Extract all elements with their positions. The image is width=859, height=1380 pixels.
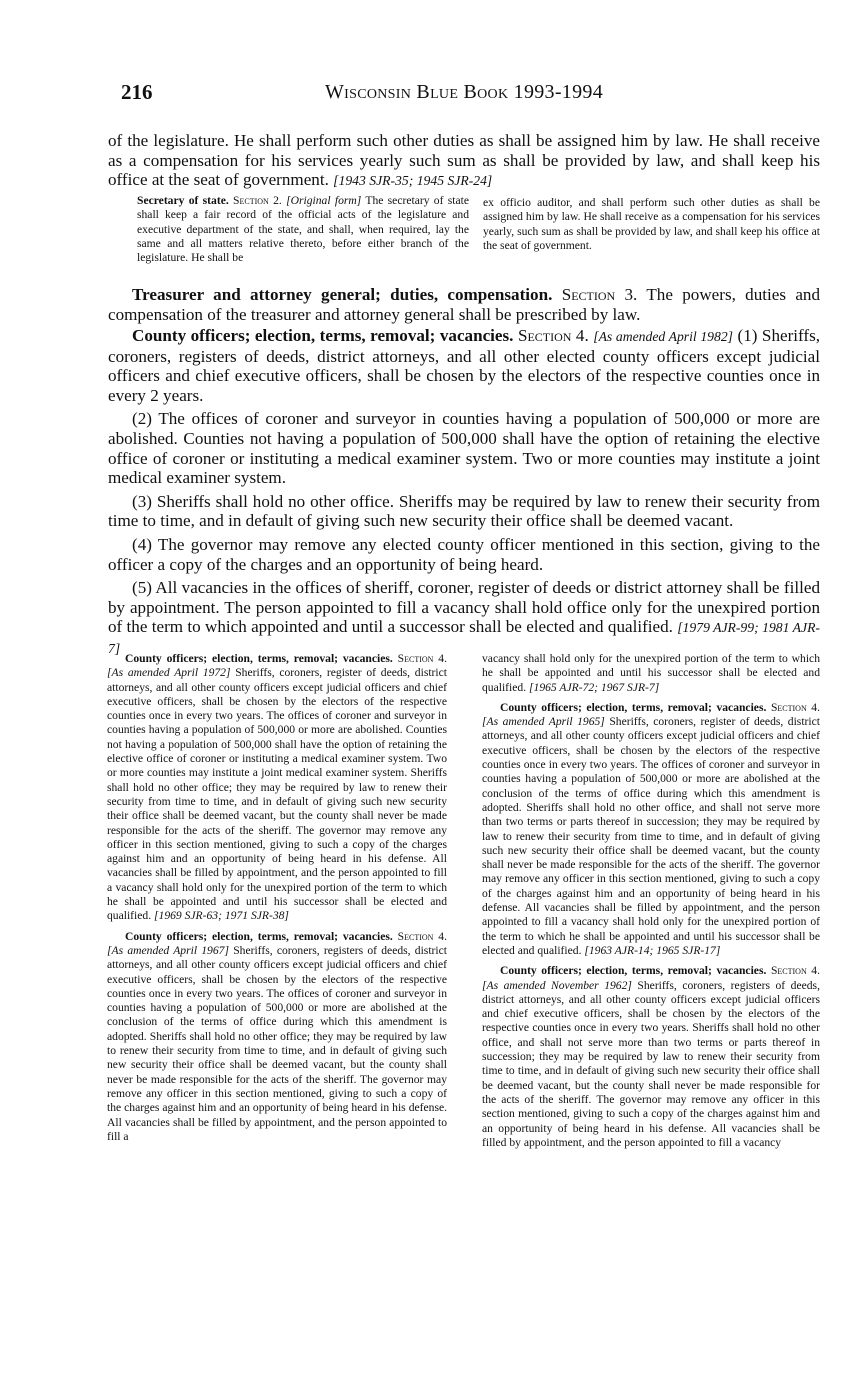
history-right-column [482,652,820,1150]
page-header [108,78,820,110]
history-1972 [107,652,447,924]
sec4-current-text [108,326,820,659]
sec4-citation: [1979 AJR-99; 1981 AJR-7] [108,620,820,656]
history-1962-amended: [As amended November 1962] [482,978,632,992]
history-left-column [107,652,447,1144]
sec3-heading: Treasurer and attorney general; duties, compensation. [132,285,553,304]
page-number: 216 [121,80,153,104]
intro-text: of the legislature. He shall perform such other duties as shall be assigned him by law. He shall receive as a compensation for his services yearly such sum as shall be provided by law, and shall keep his office at the seat of government. [108,131,820,190]
sec2-left-column [137,194,469,265]
history-1965 [482,701,820,958]
history-1965-amended: [As amended April 1965] [482,715,605,729]
history-1967-continued-text: vacancy shall hold only for the unexpired portion of the term to which he shall be appointed and until his successor shall be elected and qualified. [482,652,820,694]
history-1962 [482,964,820,1150]
sec2-right-text: ex officio auditor, and shall perform such other duties as shall be assigned him by law. He shall receive as a compensation for his services yearly, such sum as shall be provided by law, and shall keep his office at the seat of government. [483,196,820,252]
history-1972-heading: County officers; election, terms, removal; vacancies. [125,652,393,665]
history-1967-citation: [1965 AJR-72; 1967 SJR-7] [529,680,660,694]
history-1962-heading: County officers; election, terms, removal; vacancies. [500,964,767,978]
sec4-subsection-4: (4) The governor may remove any elected county officer mentioned in this section, giving to the officer a copy of the charges and an opportunity of being heard. [108,534,820,574]
history-1972-section-label: Section 4. [397,652,447,665]
history-1972-amended: [As amended April 1972] [107,666,231,680]
intro-citation: [1943 SJR-35; 1945 SJR-24] [333,173,493,189]
sec4-section-label: Section 4. [517,326,589,345]
sec2-heading: Secretary of state. [137,194,229,207]
history-1965-citation: [1963 AJR-14; 1965 SJR-17] [584,943,721,957]
history-1965-section-label: Section 4. [770,700,820,714]
sec3-text: The powers, duties and compensation of the treasurer and attorney general shall be prescribed by law. [108,285,821,324]
sec4-heading: County officers; election, terms, removal; vacancies. [132,326,514,345]
sec2-section-label: Section 2. [233,194,282,207]
sec2-left-text: The secretary of state shall keep a fair record of the official acts of the legislature and executive department of the state, and shall, when required, lay the same and all matters relative thereto, before either branch of the legislature. He shall be [137,194,469,265]
running-head: Wisconsin Blue Book 1993-1994 [324,81,604,103]
history-1962-text: Sheriffs, coroners, registers of deeds, district attorneys, and all other county officers except judicial officers and chief executive officers, shall be chosen by the electors of the respective counties once in every two years. Sheriffs shall hold no other office, and shall not serve more than two terms or parts thereof in succession; they may be required by law to renew their security from time to time, and in default of giving such new security their office shall be deemed vacant, but the county shall never be made responsible for the acts of the sheriff. The governor may remove any officer in this section mentioned, giving to such a copy of the charges against him and an opportunity of being heard in his defense. All vacancies shall be filled by appointment, and the person appointed to fill a vacancy [482,978,820,1149]
sec3-section-label: Section 3. [561,285,638,304]
sec3-paragraph [108,281,820,324]
intro-paragraph [108,131,820,191]
sec2-form-note: [Original form] [286,194,362,207]
history-1967-heading: County officers; election, terms, removal; vacancies. [125,929,393,943]
history-1967-section-label: Section 4. [397,929,447,943]
history-1965-text: Sheriffs, coroners, register of deeds, district attorneys, and all other county officers except judicial officers and chief executive officers, shall be chosen by the electors of the respective counties once in every two years. The offices of coroner and surveyor in counties having a population of 500,000 or more are abolished at the conclusion of the terms of office during which this amendment is adopted. Sheriffs shall hold no other office, and shall not serve more than two terms or parts thereof in succession; they may be required by law to renew their security from time to time, and in default of giving such new security their office shall be deemed vacant, but the county shall never be made responsible for the acts of the sheriff. The governor may remove any officer in this section mentioned, giving to such a copy of the charges against him and an opportunity of being heard in his defense. All vacancies shall be filled by appointment, and the person appointed to fill a vacancy shall hold only for the unexpired portion of the term to which he shall be appointed and until his successor shall be elected and qualified. [482,715,820,957]
history-1962-section-label: Section 4. [770,964,820,978]
sec4-subsection-2: (2) The offices of coroner and surveyor in counties having a population of 500,000 or more are abolished. Counties not having a population of 500,000 shall have the option of retaining the elective office of coroner or instituting a medical examiner system. Two or more counties may institute a joint medical examiner system. [108,409,820,488]
sec4-subsection-1: (1) Sheriffs, coroners, registers of deeds, district attorneys, and all other elected county officers except judicial officers and chief executive officers, shall be chosen by the electors of the respective counties once in every 2 years. [108,326,821,405]
history-1967-continued [482,652,820,695]
history-1967-text: Sheriffs, coroners, registers of deeds, district attorneys, and all other county officers except judicial officers and chief executive officers, shall be chosen by the electors of the respective counties once in every two years. The offices of coroner and surveyor in counties having a population of 500,000 or more are abolished at the conclusion of the terms of office during which this amendment is adopted. Sheriffs shall hold no other office; they may be required by law to renew their security from time to time, and in default of giving such new security their office shall be deemed vacant, but the county shall never be made responsible for the acts of the sheriff. The governor may remove any officer in this section mentioned, giving to such a copy of the charges against him and an opportunity of being heard in his defense. All vacancies shall be filled by appointment, and the person appointed to fill a [107,943,447,1143]
history-1972-citation: [1969 SJR-63; 1971 SJR-38] [154,909,289,923]
sec4-subsection-5: (5) All vacancies in the offices of sheriff, coroner, register of deeds or district attorney shall be filled by appointment. The person appointed to fill a vacancy shall hold office only for the unexpired portion of the term to which appointed and until a successor shall be elected and qualified. [108,578,820,637]
sec4-subsection-3: (3) Sheriffs shall hold no other office. Sheriffs may be required by law to renew their security from time to time, and in default of giving such new security their office shall be deemed vacant. [108,491,820,531]
history-1967 [107,930,447,1144]
sec4-amended-note: [As amended April 1982] [593,329,734,344]
history-1967-amended: [As amended April 1967] [107,943,229,957]
history-1972-text: Sheriffs, coroners, register of deeds, district attorneys, and all other county officers except judicial officers and chief executive officers, shall be chosen by the electors of the respective counties once in every two years. The offices of coroner and surveyor in counties having a population of 500,000 or more are abolished. Counties not having a population of 500,000 shall have the option of retaining the elective office of coroner or instituting a medical examiner system. Two or more counties may institute a joint medical examiner system. Sheriffs shall hold no other office; they may be required by law to renew their security from time to time, and in default of giving such new security their office shall be deemed vacant, but the county shall never be made responsible for the acts of the sheriff. The governor may remove any officer in this section mentioned, giving to such a copy of the charges against him and an opportunity of being heard in his defense. All vacancies shall be filled by appointment, and the person appointed to fill a vacancy shall hold only for the unexpired portion of the term to which he shall be appointed and until his successor shall be elected and qualified. [107,666,447,923]
history-1965-heading: County officers; election, terms, removal; vacancies. [500,700,767,714]
sec2-right-column [483,196,820,253]
